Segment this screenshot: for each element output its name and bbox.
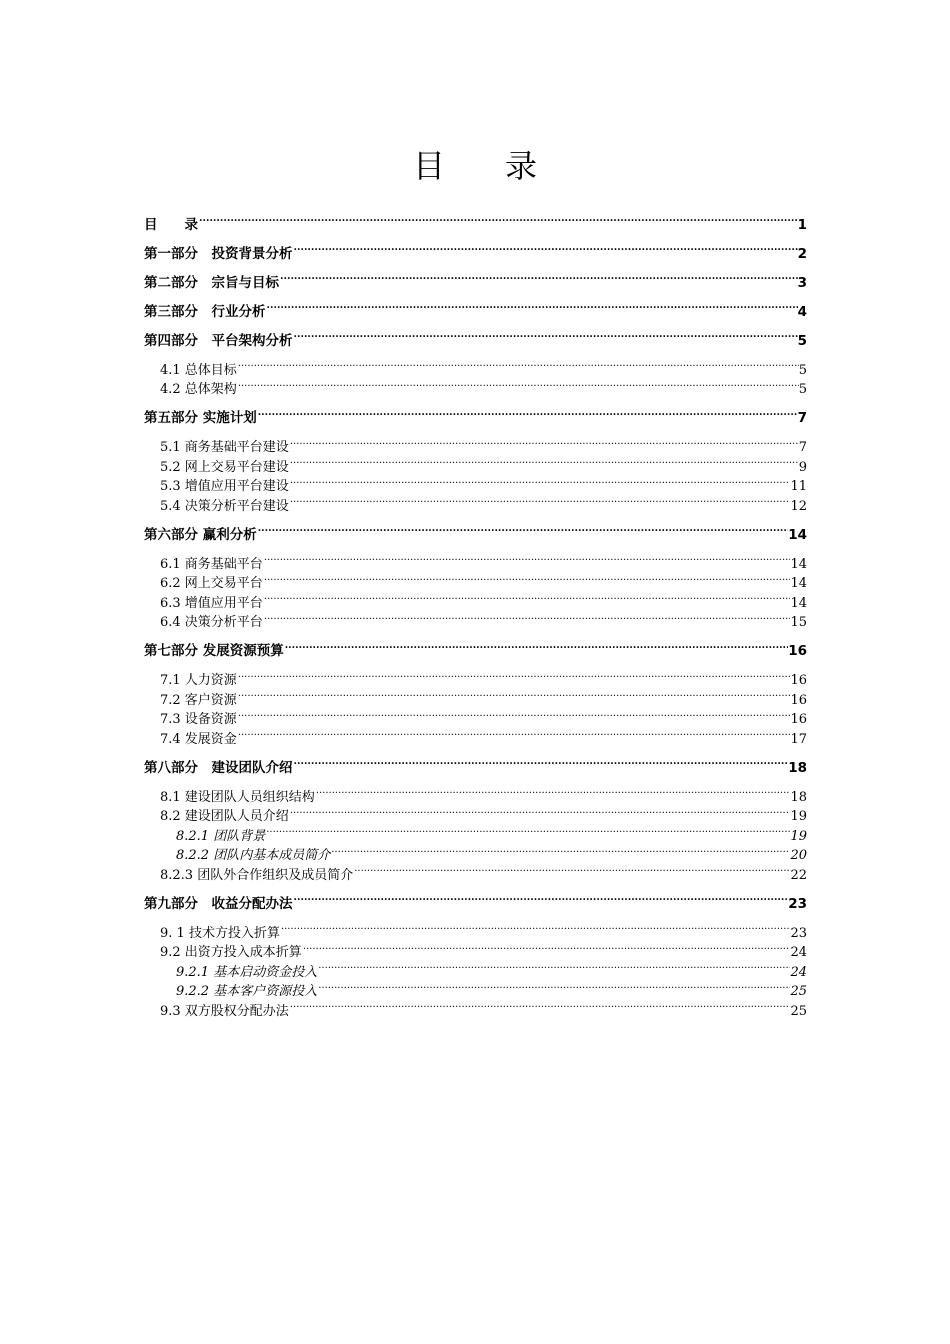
toc-leader-dots [237,704,791,724]
toc-entry-page-number: 5 [798,362,807,378]
toc-entry[interactable] [144,636,807,659]
toc-entry-page-number: 20 [790,848,807,863]
toc-entry-page-number: 16 [790,692,807,708]
toc-entry-label: 4.1 总体目标 [160,362,237,378]
toc-leader-dots [263,607,791,627]
toc-entry-page-number: 14 [790,576,807,591]
toc-leader-dots [293,325,798,345]
toc-entry[interactable] [144,684,807,708]
toc-entry[interactable] [144,238,807,262]
toc-entry-page-number: 3 [797,274,807,291]
toc-entry-page-number: 1 [797,216,807,233]
toc-leader-dots [266,296,798,316]
toc-entry-page-number: 9 [798,459,807,475]
toc-entry-label: 第二部分 宗旨与目标 [144,274,279,291]
toc-entry-label: 7.1 人力资源 [160,673,237,688]
toc-leader-dots [280,917,791,937]
toc-leader-dots [237,665,791,685]
toc-entry-label: 8.2.3 团队外合作组织及成员简介 [160,867,354,883]
toc-entry-page-number: 15 [790,615,807,630]
toc-leader-dots [293,888,789,908]
toc-entry-page-number: 16 [790,712,807,727]
toc-leader-dots [279,267,798,287]
toc-leader-dots [289,490,791,510]
toc-entry-page-number: 5 [798,382,807,397]
toc-leader-dots [330,840,790,860]
toc-leader-dots [289,451,799,471]
toc-entry[interactable] [144,781,807,805]
toc-leader-dots [257,519,789,539]
toc-leader-dots [237,374,799,394]
toc-entry-page-number: 24 [790,964,807,980]
toc-entry-label: 5.1 商务基础平台建设 [160,440,289,455]
toc-leader-dots [293,752,789,772]
toc-entry-page-number: 23 [788,895,807,912]
toc-entry[interactable] [144,519,807,543]
toc-entry-label: 7.4 发展资金 [160,731,237,747]
toc-leader-dots [237,723,791,743]
toc-entry[interactable] [144,704,807,727]
toc-entry-page-number: 7 [798,440,807,455]
toc-entry-label: 9. 1 技术方投入折算 [160,925,280,941]
toc-entry[interactable] [144,917,807,941]
toc-entry-page-number: 17 [790,731,807,747]
toc-leader-dots [302,937,791,957]
toc-entry-label: 第八部分 建设团队介绍 [144,759,293,776]
toc-entry[interactable] [144,665,807,688]
toc-entry-page-number: 25 [790,1003,807,1019]
toc-entry-page-number: 25 [790,984,807,999]
toc-entry-label: 6.4 决策分析平台 [160,615,263,630]
toc-entry-page-number: 2 [797,245,807,262]
toc-entry[interactable] [144,354,807,378]
toc-entry[interactable] [144,209,807,233]
toc-entry-page-number: 23 [790,925,807,941]
toc-entry-label: 第七部分 发展资源预算 [144,643,284,659]
toc-entry-page-number: 4 [797,303,807,320]
toc-entry[interactable] [144,403,807,426]
toc-entry-label: 5.4 决策分析平台建设 [160,498,289,514]
title-char-1: 目 [412,147,445,185]
table-of-contents [144,209,807,1019]
toc-entry-page-number: 22 [790,867,807,883]
toc-leader-dots [289,801,791,821]
toc-entry-page-number: 24 [790,945,807,960]
toc-entry-label: 4.2 总体架构 [160,382,237,397]
toc-entry[interactable] [144,267,807,291]
toc-entry-label: 7.3 设备资源 [160,712,237,727]
toc-entry-page-number: 7 [797,410,807,426]
toc-entry[interactable] [144,432,807,455]
toc-entry-label: 第三部分 行业分析 [144,303,266,320]
toc-entry[interactable] [144,752,807,776]
toc-entry-page-number: 14 [790,556,807,572]
page-title [0,144,950,188]
toc-entry[interactable] [144,325,807,349]
toc-entry-label: 7.2 客户资源 [160,692,237,708]
toc-entry-page-number: 14 [790,595,807,611]
toc-entry-page-number: 16 [788,643,807,659]
toc-leader-dots [315,781,791,801]
toc-entry-label: 8.2 建设团队人员介绍 [160,809,289,824]
toc-leader-dots [284,636,789,656]
toc-leader-dots [263,587,791,607]
toc-leader-dots [198,209,798,229]
toc-entry-label: 第九部分 收益分配办法 [144,895,293,912]
toc-entry-label: 目 录 [144,216,198,233]
toc-entry-label: 6.1 商务基础平台 [160,556,263,572]
toc-entry-page-number: 16 [790,673,807,688]
toc-leader-dots [317,976,790,996]
toc-entry[interactable] [144,296,807,320]
toc-entry-label: 6.2 网上交易平台 [160,576,263,591]
toc-leader-dots [265,820,790,840]
toc-leader-dots [289,995,791,1015]
toc-leader-dots [289,432,799,452]
toc-leader-dots [257,403,798,423]
toc-leader-dots [317,956,790,976]
toc-entry-label: 8.1 建设团队人员组织结构 [160,789,315,805]
toc-entry-label: 第六部分 赢利分析 [144,526,257,543]
toc-entry-page-number: 12 [790,498,807,514]
title-char-2: 录 [505,147,538,185]
toc-leader-dots [263,548,791,568]
toc-entry-label: 第五部分 实施计划 [144,410,257,426]
toc-entry-page-number: 18 [790,789,807,805]
toc-entry-label: 8.2.1 团队背景 [176,828,266,844]
toc-leader-dots [353,859,790,879]
toc-leader-dots [237,684,791,704]
toc-leader-dots [237,354,799,374]
toc-entry-label: 9.2.2 基本客户资源投入 [176,984,318,999]
toc-entry[interactable] [144,888,807,912]
toc-leader-dots [289,471,791,491]
toc-entry[interactable] [144,548,807,572]
toc-entry-label: 8.2.2 团队内基本成员简介 [176,848,331,863]
toc-entry-label: 第四部分 平台架构分析 [144,332,293,349]
toc-entry-label: 6.3 增值应用平台 [160,595,263,611]
toc-entry-page-number: 19 [790,828,807,844]
toc-entry-page-number: 18 [788,759,807,776]
toc-leader-dots [263,568,791,588]
toc-entry-page-number: 11 [790,479,807,494]
toc-entry-page-number: 19 [790,809,807,824]
toc-entry-label: 5.2 网上交易平台建设 [160,459,289,475]
toc-entry-label: 9.2 出资方投入成本折算 [160,945,302,960]
toc-leader-dots [293,238,798,258]
toc-entry-page-number: 5 [797,332,807,349]
toc-entry-label: 5.3 增值应用平台建设 [160,479,289,494]
toc-entry[interactable] [144,374,807,397]
toc-entry-label: 9.2.1 基本启动资金投入 [176,964,318,980]
toc-entry-label: 9.3 双方股权分配办法 [160,1003,289,1019]
toc-entry-label: 第一部分 投资背景分析 [144,245,293,262]
toc-entry-page-number: 14 [788,526,807,543]
toc-entry[interactable] [144,723,807,747]
